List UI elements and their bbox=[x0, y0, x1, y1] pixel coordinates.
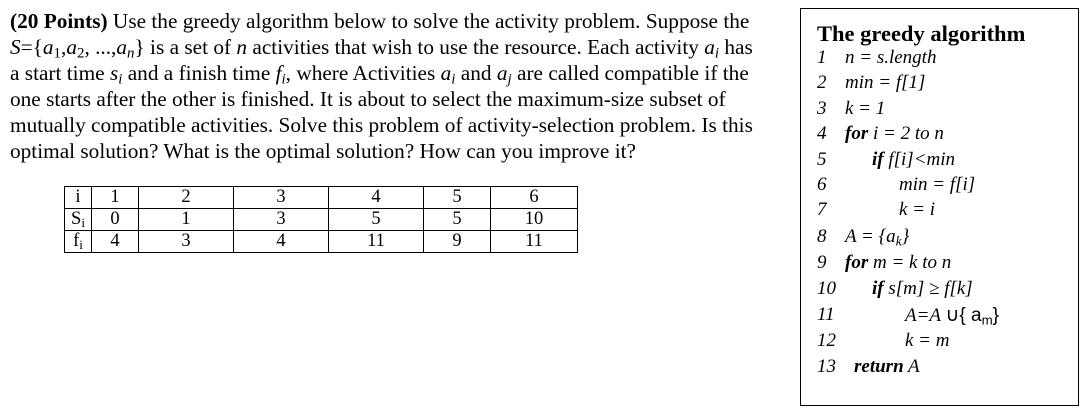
problem-statement: (20 Points) Use the greedy algorithm below to solve the activity problem. Suppose the $S=\{a_1,a_2$, $...,a_n$} is a set of n activities that wish to use the resource. Each activity $a_i$ has a start time $s_i$ and a finish time $f_i$, where Activities $a_i$ and $a_j$ are called compatible if the one starts after the other is finished. It is about to select the maximum-size subset of mutually compatible activities. Solve this problem of activity-selection problem. Is this optimal solution? What is the optimal solution? How can you improve it? bbox=[10, 9, 753, 163]
table-row bbox=[65, 209, 578, 231]
table-cell: 5 bbox=[329, 209, 424, 231]
table-cell: 1 bbox=[92, 187, 139, 209]
row-header-f: $f_i$ bbox=[65, 231, 92, 253]
table-cell: 11 bbox=[491, 231, 578, 253]
row-header-s: $S_i$ bbox=[65, 209, 92, 231]
table-cell: 4 bbox=[329, 187, 424, 209]
points-label: (20 Points) bbox=[10, 9, 108, 33]
table-cell: 3 bbox=[139, 231, 234, 253]
table-cell: 10 bbox=[491, 209, 578, 231]
table-cell: 3 bbox=[234, 187, 329, 209]
table-cell: 3 bbox=[234, 209, 329, 231]
activity-table bbox=[64, 186, 578, 253]
table-cell: 2 bbox=[139, 187, 234, 209]
table-cell: 5 bbox=[424, 187, 491, 209]
table-cell: 11 bbox=[329, 231, 424, 253]
table-cell: 0 bbox=[92, 209, 139, 231]
table-cell: 4 bbox=[92, 231, 139, 253]
algorithm-box: The greedy algorithm 1 n = s.length 2 min = f[1] 3 k = 1 4 for i = 2 to n 5 if f[i]<min 6 min = f[i] 7 k = i 8 $A = \{a_k\}$ 9 for m = k to n 10 if s[m] ≥ f[k] 11 A=A ∪{ $a_m$} 12 k = m 13 return A bbox=[800, 8, 1079, 406]
table-cell: 4 bbox=[234, 231, 329, 253]
table-cell: 9 bbox=[424, 231, 491, 253]
table-row bbox=[65, 231, 578, 253]
table-cell: 6 bbox=[491, 187, 578, 209]
table-row bbox=[65, 187, 578, 209]
table-cell: 1 bbox=[139, 209, 234, 231]
table-cell: 5 bbox=[424, 209, 491, 231]
algorithm-title: The greedy algorithm bbox=[817, 21, 1026, 46]
row-header-i: i bbox=[65, 187, 92, 209]
